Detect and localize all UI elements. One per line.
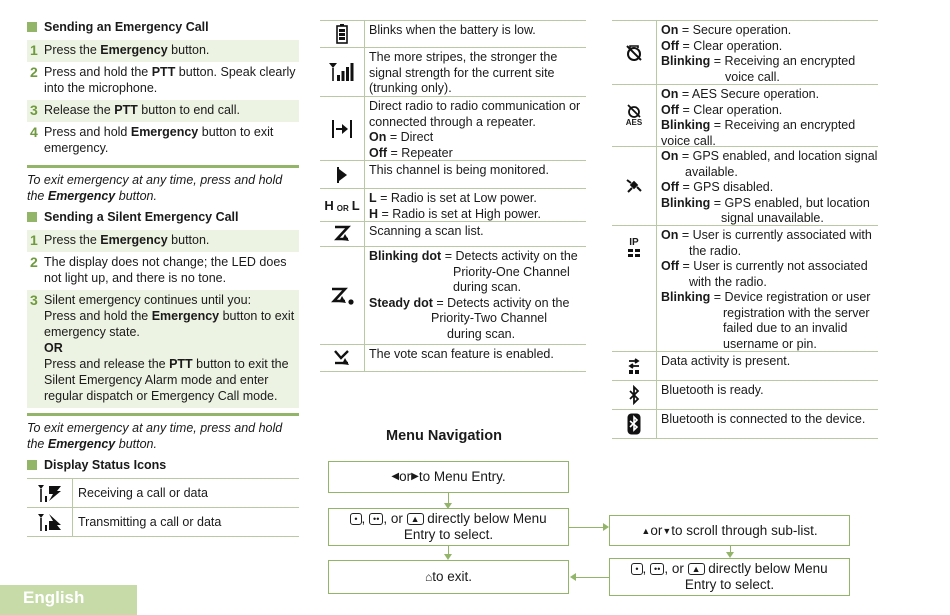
- priority-scan-icon: [320, 247, 365, 344]
- step-row: 2 Press and hold the PTT button. Speak clearly into the microphone.: [30, 64, 296, 95]
- table-row: Transmitting a call or data: [27, 508, 299, 537]
- step-row: 3 Release the PTT button to end call.: [27, 100, 299, 122]
- section-title-silent: Sending a Silent Emergency Call: [27, 210, 299, 224]
- exit-emergency-note: To exit emergency at any time, press and hold the Emergency button.: [27, 421, 283, 451]
- left-arrow-key-icon: ◀: [391, 471, 400, 482]
- menu-step-select: • , •• , or ▲ directly below Menu Entry to select.: [328, 508, 569, 546]
- step-row: 1 Press the Emergency button.: [27, 230, 299, 252]
- language-tab: English: [0, 585, 137, 615]
- talkaround-icon: [320, 97, 365, 160]
- signal-strength-icon: [320, 48, 365, 96]
- flow-connector: [569, 527, 605, 528]
- vote-scan-icon: [320, 345, 365, 371]
- menu-navigation-title: Menu Navigation: [386, 428, 503, 444]
- table-row: On = GPS enabled, and location signal available. Off = GPS disabled. Blinking = GPS enabled, but location signal unavailable.: [612, 147, 878, 226]
- soft-key-middle-icon: ••: [650, 563, 664, 575]
- section-marker-icon: [27, 212, 37, 222]
- soft-key-right-icon: ▲: [688, 563, 705, 575]
- battery-icon: [320, 21, 365, 47]
- transmit-icon: [27, 508, 73, 536]
- menu-step-select-sub: • , •• , or ▲ directly below Menu Entry to select.: [609, 558, 850, 596]
- table-row: Bluetooth is ready.: [612, 381, 878, 410]
- aes-secure-icon: AES: [612, 85, 657, 146]
- right-icon-table: [612, 20, 878, 439]
- divider: [27, 165, 299, 168]
- table-row: On = Secure operation. Off = Clear operation. Blinking = Receiving an encrypted voice call.: [612, 21, 878, 85]
- right-arrow-key-icon: ▶: [411, 471, 419, 482]
- bluetooth-icon: [612, 381, 657, 409]
- table-row: Receiving a call or data: [27, 479, 299, 508]
- menu-step-navigate: ◀ or ▶ to Menu Entry.: [328, 461, 569, 493]
- ip-icon: IP: [612, 226, 657, 351]
- down-arrow-key-icon: ▼: [662, 525, 672, 536]
- step-row: 1 Press the Emergency button.: [27, 40, 299, 62]
- exit-emergency-note: To exit emergency at any time, press and hold the Emergency button.: [27, 173, 283, 203]
- menu-step-exit: ⌂ to exit.: [328, 560, 569, 594]
- soft-key-left-icon: •: [350, 513, 361, 525]
- up-arrow-key-icon: ▲: [641, 525, 651, 536]
- table-row: AES On = AES Secure operation. Off = Clear operation. Blinking = Receiving an encrypted voice call.: [612, 85, 878, 147]
- data-activity-icon: [612, 352, 657, 380]
- flow-arrow-icon: [570, 573, 576, 581]
- section-marker-icon: [27, 460, 37, 470]
- middle-icon-table: [320, 20, 586, 372]
- step-row: 3 Silent emergency continues until you: Press and hold the Emergency button to exit emergency state. OR Press and release the PTT button to exit the Silent Emergency Alarm mode and enter regular dispatch or Emergency Call mode.: [27, 290, 299, 408]
- step-row: 2 The display does not change; the LED does not light up, and there is no tone.: [30, 254, 287, 285]
- bluetooth-connected-icon: [612, 410, 657, 438]
- table-row: Data activity is present.: [612, 352, 878, 381]
- status-icon-table: [27, 478, 299, 537]
- home-key-icon: ⌂: [424, 570, 433, 584]
- flow-connector: [576, 577, 609, 578]
- left-column: [27, 16, 299, 537]
- soft-key-middle-icon: ••: [369, 513, 383, 525]
- monitor-icon: [320, 161, 365, 188]
- table-row: H OR L L = Radio is set at Low power. H = Radio is set at High power.: [320, 189, 586, 222]
- soft-key-right-icon: ▲: [407, 513, 424, 525]
- section-title-emergency: Sending an Emergency Call: [27, 20, 299, 34]
- table-row: Blinking dot = Detects activity on the Priority-One Channel during scan. Steady dot = Detects activity on the Priority-Two Channel during scan.: [320, 247, 586, 345]
- menu-step-scroll: ▲ or ▼ to scroll through sub-list.: [609, 515, 850, 546]
- table-row: Scanning a scan list.: [320, 222, 586, 247]
- step-row: 4 Press and hold Emergency button to exit emergency.: [30, 124, 274, 155]
- section-title-display-status: Display Status Icons: [27, 458, 299, 472]
- scan-icon: [320, 222, 365, 246]
- secure-icon: [612, 21, 657, 84]
- table-row: IP On = User is currently associated with the radio. Off = User is currently not associated with the radio. Blinking = Device registration or user registration with the server failed due to an invalid username or pin.: [612, 226, 878, 352]
- table-row: Direct radio to radio communication or connected through a repeater. On = Direct Off = Repeater: [320, 97, 586, 161]
- gps-icon: [612, 147, 657, 225]
- section-marker-icon: [27, 22, 37, 32]
- soft-key-left-icon: •: [631, 563, 642, 575]
- divider: [27, 413, 299, 416]
- table-row: The more stripes, the stronger the signal strength for the current site (trunking only).: [320, 48, 586, 97]
- receive-icon: [27, 479, 73, 507]
- power-level-icon: H OR L: [320, 189, 365, 221]
- table-row: Blinks when the battery is low.: [320, 21, 586, 48]
- table-row: The vote scan feature is enabled.: [320, 345, 586, 372]
- table-row: This channel is being monitored.: [320, 161, 586, 189]
- table-row: Bluetooth is connected to the device.: [612, 410, 878, 439]
